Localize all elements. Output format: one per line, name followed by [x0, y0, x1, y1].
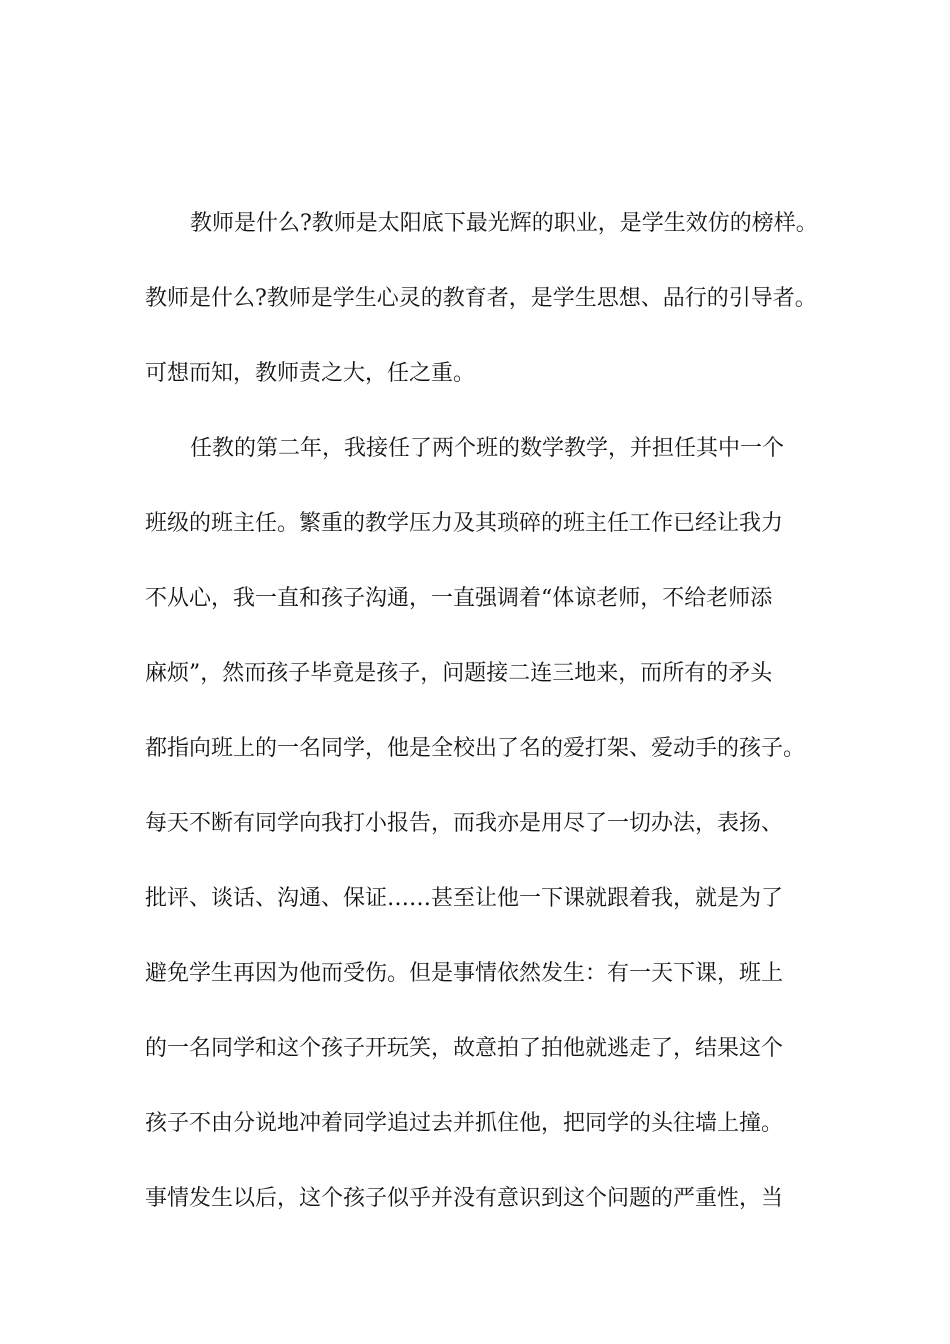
paragraph-2-line-9: 的一名同学和这个孩子开玩笑，故意拍了拍他就逃走了，结果这个 — [145, 1036, 784, 1061]
paragraph-1-line-1: 教师是什么?教师是太阳底下最光辉的职业，是学生效仿的榜样。 — [190, 211, 818, 236]
paragraph-2-line-2: 班级的班主任。繁重的教学压力及其琐碎的班主任工作已经让我力 — [145, 511, 784, 536]
paragraph-1-line-3: 可想而知，教师责之大，任之重。 — [145, 361, 476, 386]
paragraph-2-line-5: 都指向班上的一名同学，他是全校出了名的爱打架、爱动手的孩子。 — [145, 736, 806, 761]
paragraph-2-line-11: 事情发生以后，这个孩子似乎并没有意识到这个问题的严重性，当 — [145, 1186, 784, 1211]
paragraph-2-line-10: 孩子不由分说地冲着同学追过去并抓住他，把同学的头往墙上撞。 — [145, 1111, 784, 1136]
paragraph-2-line-7: 批评、谈话、沟通、保证……甚至让他一下课就跟着我，就是为了 — [145, 886, 784, 911]
paragraph-2-line-8: 避免学生再因为他而受伤。但是事情依然发生：有一天下课，班上 — [145, 961, 784, 986]
paragraph-2-line-4: 麻烦”，然而孩子毕竟是孩子，问题接二连三地来，而所有的矛头 — [145, 661, 773, 686]
paragraph-2-line-3: 不从心，我一直和孩子沟通，一直强调着“体谅老师，不给老师添 — [145, 586, 773, 611]
paragraph-2-line-1: 任教的第二年，我接任了两个班的数学教学，并担任其中一个 — [190, 436, 785, 461]
paragraph-1-line-2: 教师是什么?教师是学生心灵的教育者，是学生思想、品行的引导者。 — [145, 286, 817, 311]
paragraph-2-line-6: 每天不断有同学向我打小报告，而我亦是用尽了一切办法，表扬、 — [145, 811, 784, 836]
